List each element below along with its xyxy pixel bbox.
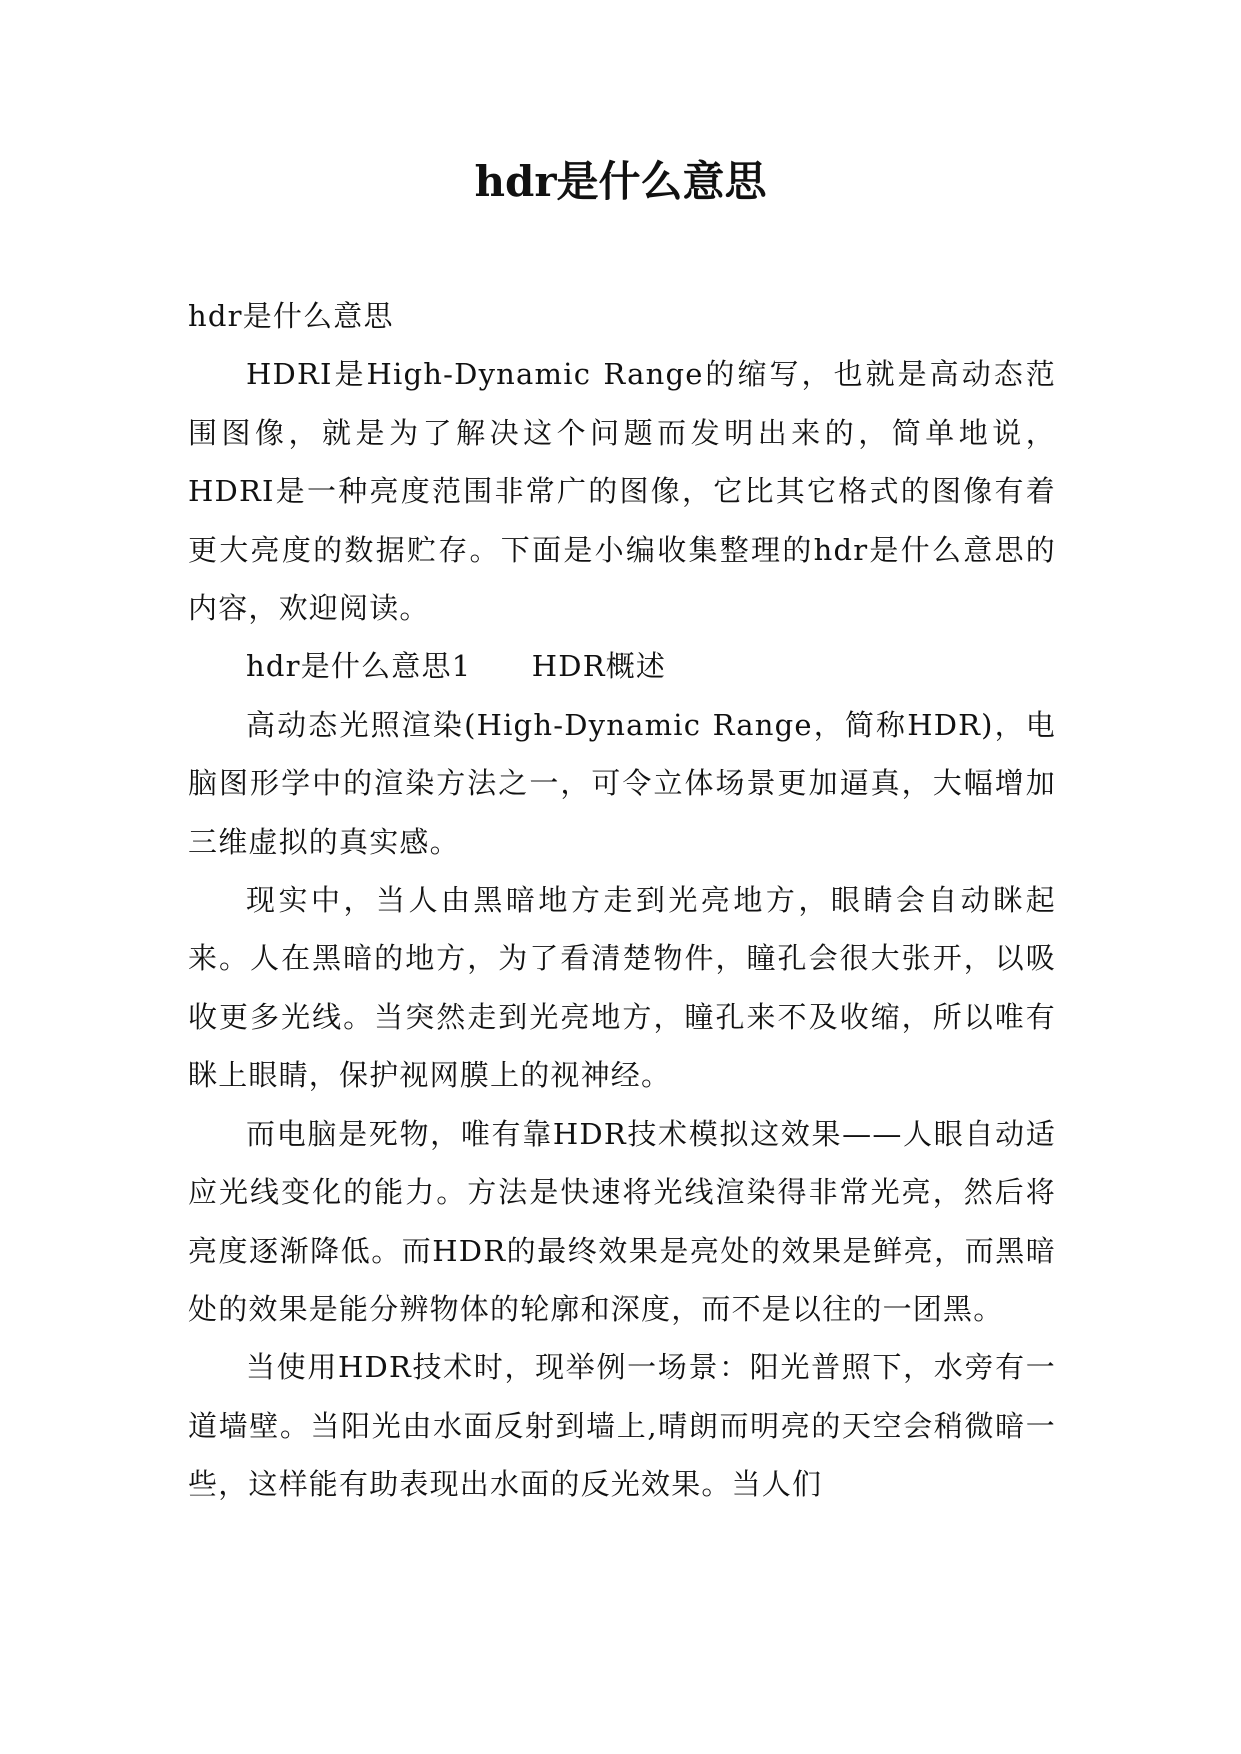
section-heading: hdr是什么意思 — [188, 299, 394, 333]
document-title: hdr是什么意思 — [474, 157, 767, 206]
document-body — [188, 287, 1056, 1514]
paragraph-scene-example: 当使用HDR技术时，现举例一场景：阳光普照下，水旁有一道墙壁。当阳光由水面反射到墙上,晴朗而明亮的天空会稍微暗一些，这样能有助表现出水面的反光效果。当人们 — [188, 1350, 1056, 1502]
paragraph-hdr-definition: 高动态光照渲染(High-Dynamic Range，简称HDR)，电脑图形学中的渲染方法之一，可令立体场景更加逼真，大幅增加三维虚拟的真实感。 — [188, 707, 1056, 859]
intro-paragraph: HDRI是High-Dynamic Range的缩写，也就是高动态范围图像，就是为了解决这个问题而发明出来的，简单地说，HDRI是一种亮度范围非常广的图像，它比其它格式的图像有着更大亮度的数据贮存。下面是小编收集整理的hdr是什么意思的内容，欢迎阅读。 — [188, 357, 1056, 626]
paragraph-computer-simulation: 而电脑是死物，唯有靠HDR技术模拟这效果——人眼自动适应光线变化的能力。方法是快速将光线渲染得非常光亮，然后将亮度逐渐降低。而HDR的最终效果是亮处的效果是鲜亮，而黑暗处的效果是能分辨物体的轮廓和深度，而不是以往的一团黑。 — [188, 1116, 1056, 1326]
paragraph-eye-adaptation: 现实中，当人由黑暗地方走到光亮地方，眼睛会自动眯起来。人在黑暗的地方，为了看清楚物件，瞳孔会很大张开，以吸收更多光线。当突然走到光亮地方，瞳孔来不及收缩，所以唯有眯上眼睛，保护视网膜上的视神经。 — [188, 883, 1056, 1093]
subsection-heading: hdr是什么意思1 HDR概述 — [246, 649, 667, 684]
